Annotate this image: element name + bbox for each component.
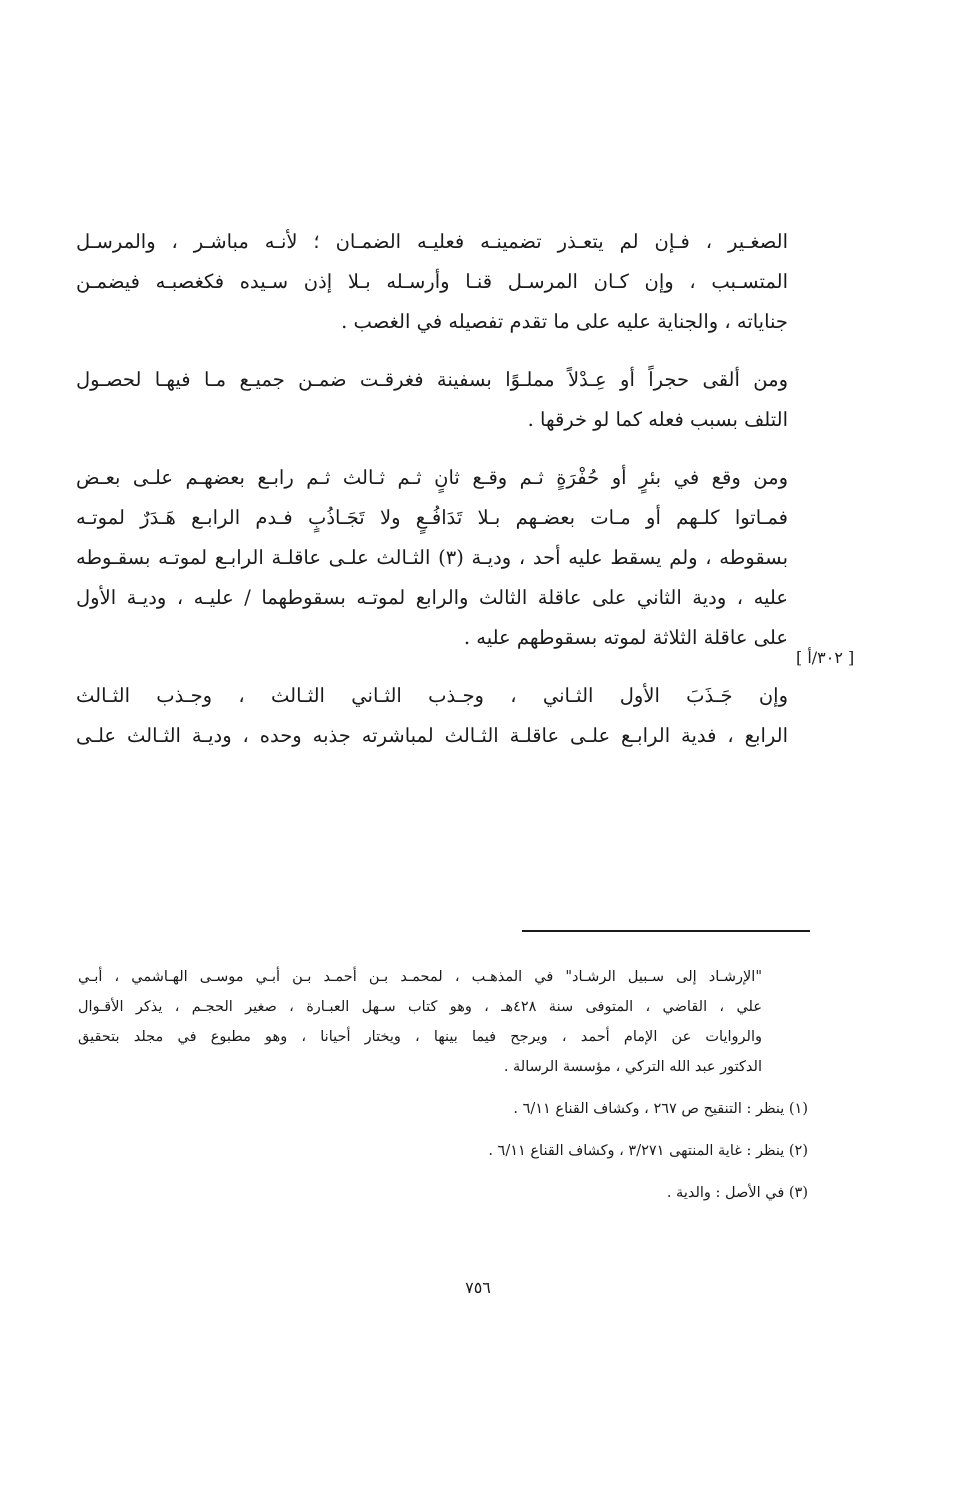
paragraph (76, 222, 788, 342)
footnote-intro-line: والروايات عن الإمام أحمد ، ويرجح فيما بينها ، ويختار أحيانا ، وهو مطبوع في مجلد بتحقيق (78, 1029, 762, 1045)
text-line: فمـاتوا كلـهم أو مـات بعضـهم بـلا تَدَافُـعٍ ولا تَجَـاذُبٍ فـدم الرابـع هَـدَرٌ لموتـه (76, 506, 788, 529)
text-line: على عاقلة الثلاثة لموته بسقوطهم عليه . (463, 626, 788, 649)
footnote-intro-line: "الإرشـاد إلى سـبيل الرشـاد" في المذهـب ، لمحمـد بـن أحمـد بـن أبـي موسـى الهـاشمي ، أبـي (78, 969, 762, 985)
text-line: الصغـير ، فـإن لم يتعـذر تضمينـه فعليـه الضمـان ؛ لأنـه مباشـر ، والمرسـل (76, 230, 788, 253)
main-text (76, 222, 788, 774)
footnote-separator (522, 930, 810, 932)
text-line: عليه ، ودية الثاني على عاقلة الثالث والرابع لموتـه بسقوطهما / عليـه ، وديـة الأول (76, 586, 788, 609)
footnotes (78, 962, 808, 1208)
footnote-1: (١) ينظر : التنقيح ص ٢٦٧ ، وكشاف القناع ٦/١١ . (513, 1101, 808, 1117)
text-line: جناياته ، والجناية عليه على ما تقدم تفصيله في الغصب . (341, 310, 788, 333)
text-line: الرابع ، فدية الرابـع علـى عاقلـة الثـالث لمباشرته جذبه وحده ، وديـة الثـالث علـى (76, 724, 788, 747)
text-line: المتسـبب ، وإن كـان المرسـل قنـا وأرسـله بـلا إذن سـيده فكغصبـه فيضمـن (76, 270, 788, 293)
paragraph (76, 676, 788, 756)
footnote-2: (٢) ينظر : غاية المنتهى ٣/٢٧١ ، وكشاف القناع ٦/١١ . (488, 1143, 808, 1159)
text-line: التلف بسبب فعله كما لو خرقها . (527, 408, 788, 431)
text-line: وإن جَـذَبَ الأول الثـاني ، وجـذب الثـاني الثـالث ، وجـذب الثـالث (76, 684, 788, 707)
page-number: ٧٥٦ (465, 1278, 491, 1297)
footnote-intro-line: الدكتور عبد الله التركي ، مؤسسة الرسالة . (503, 1059, 762, 1075)
paragraph (76, 360, 788, 440)
paragraph (76, 458, 788, 658)
text-line: ومن ألقى حجراً أو عِـدْلاً مملـوًا بسفينة فغرقـت ضمـن جميـع مـا فيهـا لحصـول (76, 368, 788, 391)
footnote-3: (٣) في الأصل : والدية . (666, 1185, 808, 1201)
text-line: بسقوطه ، ولم يسقط عليه أحد ، وديـة (٣) الثـالث علـى عاقلـة الرابـع لموتـه بسقـوطه (76, 546, 788, 569)
manuscript-folio-reference: [ ٣٠٢/أ ] (796, 648, 855, 667)
footnote-intro-line: علي ، القاضي ، المتوفى سنة ٤٢٨هـ ، وهو كتاب سـهل العبـارة ، صغير الحجـم ، يذكر الأقـوال (78, 999, 762, 1015)
text-line: ومن وقع في بئرٍ أو حُفْرَةٍ ثـم وقـع ثانٍ ثـم ثـالث ثـم رابـع بعضهـم علـى بعـض (76, 466, 788, 489)
